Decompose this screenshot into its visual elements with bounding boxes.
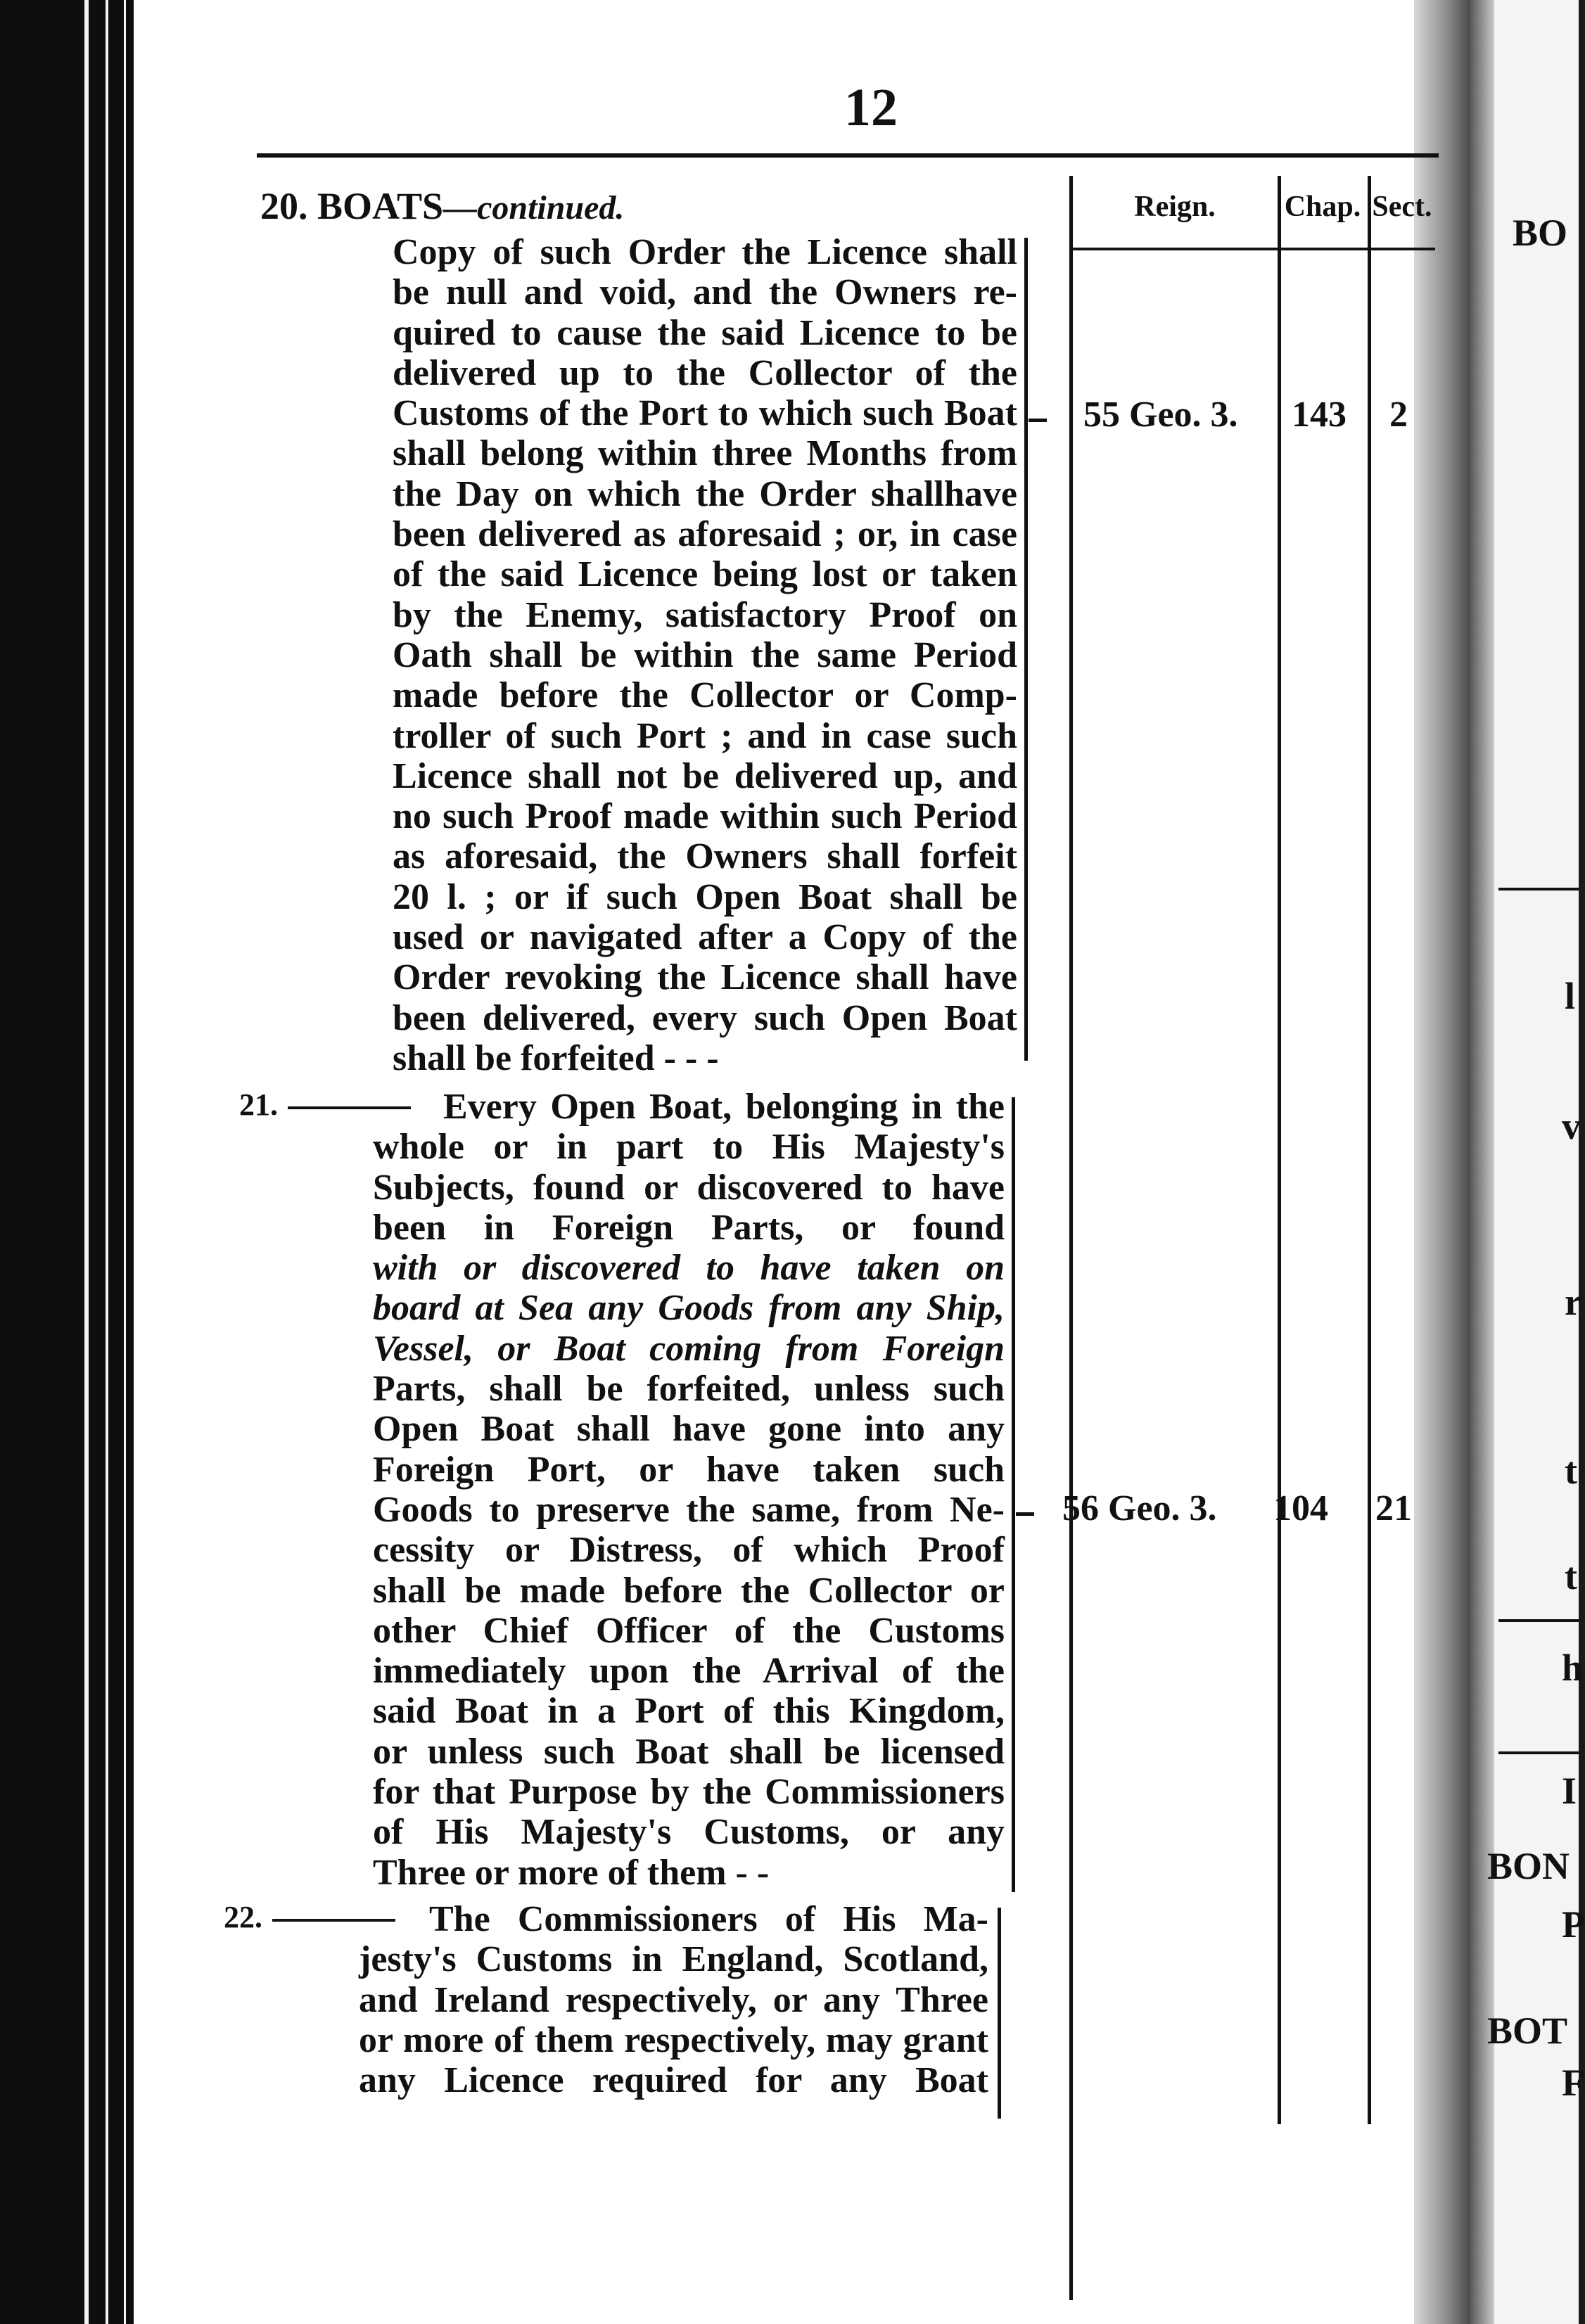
facing-page-gutter <box>1470 0 1494 2324</box>
entry-21-section: 21 <box>1375 1488 1412 1528</box>
facing-page-fragment: l <box>1565 975 1576 1017</box>
text-line: Oath shall be within the same Period <box>393 634 1017 675</box>
text-line: Open Boat shall have gone into any <box>373 1409 1005 1450</box>
facing-page-fragment: r <box>1565 1281 1581 1323</box>
text-line: or more of them respectively, may grant <box>359 2019 988 2060</box>
entry-22-brace <box>998 1908 1001 2119</box>
text-line: 20 l. ; or if such Open Boat shall be <box>393 876 1017 917</box>
entry-number: 22. <box>224 1900 262 1934</box>
facing-page-rule <box>1498 1619 1579 1622</box>
text-line: been delivered as aforesaid ; or, in case <box>393 514 1017 555</box>
column-header-section: Sect. <box>1372 191 1432 223</box>
entry-21-chapter: 104 <box>1273 1488 1328 1528</box>
text-line: Every Open Boat, belonging in the <box>443 1087 1005 1127</box>
text-line: shall belong within three Months from <box>393 433 1017 474</box>
entry-20-section: 2 <box>1389 395 1408 435</box>
text-line: Customs of the Port to which such Boat <box>393 393 1017 434</box>
text-line: board at Sea any Goods from any Ship, <box>373 1288 1005 1329</box>
entry-21-text <box>373 1087 1005 1893</box>
facing-page-fragment: F <box>1562 2062 1585 2104</box>
column-header-reign: Reign. <box>1134 191 1216 223</box>
text-line: be null and void, and the Owners re- <box>393 272 1017 313</box>
text-line: Licence shall not be delivered up, and <box>393 755 1017 796</box>
text-line: for that Purpose by the Commissioners <box>373 1772 1005 1813</box>
page-fold-shadow <box>1414 0 1470 2324</box>
facing-page-fragment: BOT <box>1487 2010 1568 2052</box>
text-line: Foreign Port, or have taken such <box>373 1449 1005 1490</box>
facing-page-fragment: BO <box>1513 212 1568 254</box>
column-rule-chapter <box>1368 176 1371 2124</box>
section-number: 20. <box>260 185 308 227</box>
text-line: shall be made before the Collector or <box>373 1570 1005 1611</box>
text-line: used or navigated after a Copy of the <box>393 917 1017 958</box>
section-continued: —continued. <box>443 189 625 226</box>
entry-22-text <box>359 1899 988 2100</box>
text-line: jesty's Customs in England, Scotland, <box>359 1939 988 1980</box>
column-rule-text <box>1069 176 1073 2300</box>
margin-stripe <box>84 0 89 2324</box>
text-line: or unless such Boat shall be licensed <box>373 1731 1005 1772</box>
text-line: quired to cause the said Licence to be <box>393 312 1017 353</box>
entry-20-brace <box>1024 238 1028 1061</box>
text-line: as aforesaid, the Owners shall forfeit <box>393 836 1017 877</box>
margin-stripe <box>124 0 126 2324</box>
facing-page-fragment: t <box>1565 1555 1577 1597</box>
facing-page-fragment: t <box>1565 1450 1577 1492</box>
text-line: other Chief Officer of the Customs <box>373 1610 1005 1651</box>
facing-page-fragment: v <box>1562 1105 1581 1147</box>
scan-left-margin <box>0 0 134 2324</box>
text-line: immediately upon the Arrival of the <box>373 1651 1005 1692</box>
text-line: of the said Licence being lost or taken <box>393 554 1017 595</box>
entry-20-reign: 55 Geo. 3. <box>1083 395 1238 435</box>
text-line: shall be forfeited - - - <box>393 1038 719 1078</box>
text-line: Order revoking the Licence shall have <box>393 957 1017 998</box>
facing-page <box>1470 0 1585 2324</box>
text-line: Parts, shall be forfeited, unless such <box>373 1369 1005 1410</box>
text-line: the Day on which the Order shallhave <box>393 473 1017 514</box>
column-header-chapter: Chap. <box>1284 191 1361 223</box>
text-line: cessity or Distress, of which Proof <box>373 1530 1005 1571</box>
text-line: The Commissioners of His Ma- <box>429 1899 988 1939</box>
text-line: any Licence required for any Boat <box>359 2060 988 2101</box>
text-line: Vessel, or Boat coming from Foreign <box>373 1328 1005 1369</box>
entry-21-brace <box>1012 1097 1015 1892</box>
text-line: been in Foreign Parts, or found <box>373 1207 1005 1248</box>
header-rule <box>257 153 1439 158</box>
text-line: delivered up to the Collector of the <box>393 352 1017 393</box>
facing-page-rule <box>1498 1751 1579 1754</box>
text-line: troller of such Port ; and in case such <box>393 715 1017 756</box>
text-line: Three or more of them - - <box>373 1852 770 1893</box>
brace-point <box>1029 419 1047 422</box>
text-line: Goods to preserve the same, from Ne- <box>373 1489 1005 1530</box>
column-header-underline <box>1073 248 1435 250</box>
text-line: been delivered, every such Open Boat <box>393 997 1017 1038</box>
entry-number: 21. <box>239 1087 278 1122</box>
facing-page-fragment: I <box>1562 1770 1577 1812</box>
text-line: by the Enemy, satisfactory Proof on <box>393 594 1017 635</box>
text-line: of His Majesty's Customs, or any <box>373 1812 1005 1853</box>
facing-page-fragment: P <box>1562 1903 1585 1946</box>
text-line: no such Proof made within such Period <box>393 796 1017 837</box>
facing-page-fragment: h <box>1562 1647 1584 1689</box>
text-line: whole or in part to His Majesty's <box>373 1127 1005 1168</box>
facing-page-rule <box>1498 888 1579 890</box>
entry-20-text <box>393 232 1017 1078</box>
margin-stripe <box>106 0 108 2324</box>
text-line: Subjects, found or discovered to have <box>373 1167 1005 1208</box>
text-line: made before the Collector or Comp- <box>393 675 1017 716</box>
entry-20-chapter: 143 <box>1292 395 1347 435</box>
brace-point <box>1016 1512 1034 1516</box>
facing-page-fragment: BON <box>1487 1845 1570 1887</box>
entry-21-reign: 56 Geo. 3. <box>1062 1488 1217 1528</box>
text-line: said Boat in a Port of this Kingdom, <box>373 1691 1005 1732</box>
text-line: with or discovered to have taken on <box>373 1248 1005 1289</box>
page-number: 12 <box>844 78 898 137</box>
section-heading <box>260 184 624 228</box>
text-line: Copy of such Order the Licence shall <box>393 232 1017 272</box>
section-title: BOATS <box>317 185 444 227</box>
text-line: and Ireland respectively, or any Three <box>359 1979 988 2020</box>
column-rule-reign <box>1278 176 1281 2124</box>
